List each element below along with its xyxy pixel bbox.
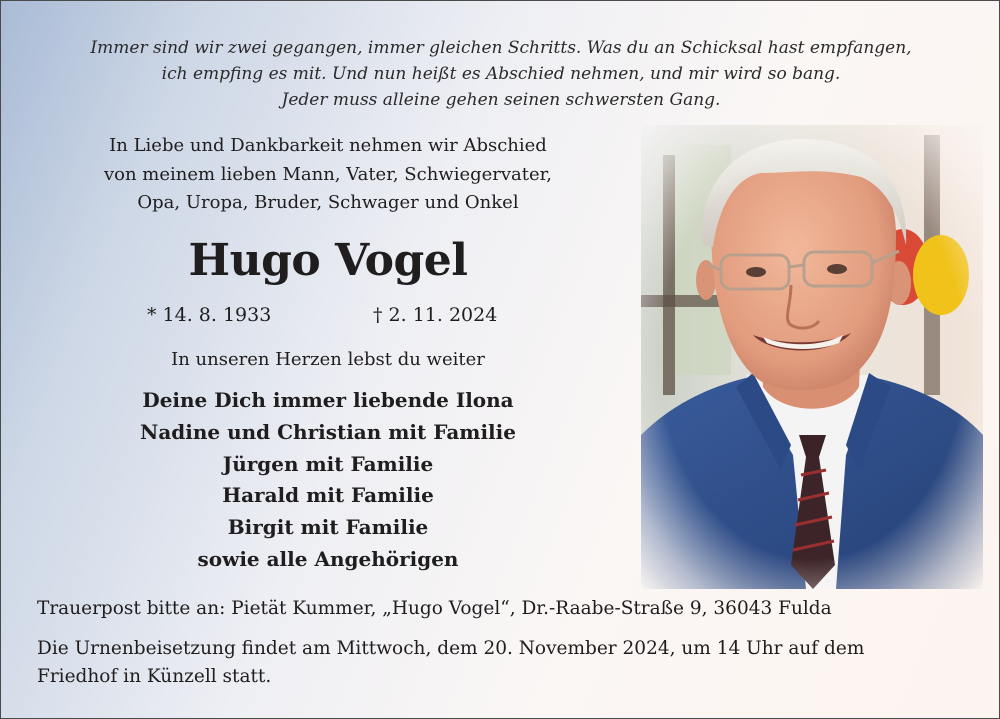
deceased-name: Hugo Vogel xyxy=(188,235,468,286)
intro-line: Opa, Uropa, Bruder, Schwager und Onkel xyxy=(137,192,519,213)
left-eye xyxy=(746,267,766,277)
burial-info xyxy=(37,635,977,691)
mourner-line: Nadine und Christian mit Familie xyxy=(140,419,516,444)
poem-line: Jeder muss alleine gehen seinen schwersten Gang. xyxy=(281,90,721,110)
poem-line: Immer sind wir zwei gegangen, immer gleichen Schritts. Was du an Schicksal hast empfangen, xyxy=(90,38,912,58)
intro-text xyxy=(28,132,628,218)
mail-address-line: Trauerpost bitte an: Pietät Kummer, „Hugo Vogel“, Dr.-Raabe-Straße 9, 36043 Fulda xyxy=(37,598,832,619)
right-eye xyxy=(827,264,847,274)
intro-line: In Liebe und Dankbarkeit nehmen wir Abschied xyxy=(109,135,547,156)
mourner-line: Deine Dich immer liebende Ilona xyxy=(142,388,514,412)
poem-verse xyxy=(1,35,1000,113)
burial-line: Friedhof in Künzell statt. xyxy=(37,666,272,687)
poem-line: ich empfing es mit. Und nun heißt es Abschied nehmen, und mir wird so bang. xyxy=(161,64,841,84)
mourner-line: Harald mit Familie xyxy=(222,483,434,508)
window-frame xyxy=(663,155,675,395)
death-date: † 2. 11. 2024 xyxy=(373,304,498,326)
birth-date: * 14. 8. 1933 xyxy=(147,304,272,326)
yellow-balloon xyxy=(913,235,969,315)
mourners-list xyxy=(28,385,628,576)
mourner-line: sowie alle Angehörigen xyxy=(197,546,459,571)
portrait-photo xyxy=(641,125,983,589)
motto: In unseren Herzen lebst du weiter xyxy=(171,349,485,370)
intro-line: von meinem lieben Mann, Vater, Schwiegervater, xyxy=(103,163,553,185)
mourner-line: Birgit mit Familie xyxy=(227,515,429,540)
burial-line: Die Urnenbeisetzung findet am Mittwoch, dem 20. November 2024, um 14 Uhr auf dem xyxy=(37,638,865,659)
mourner-line: Jürgen mit Familie xyxy=(222,451,434,476)
